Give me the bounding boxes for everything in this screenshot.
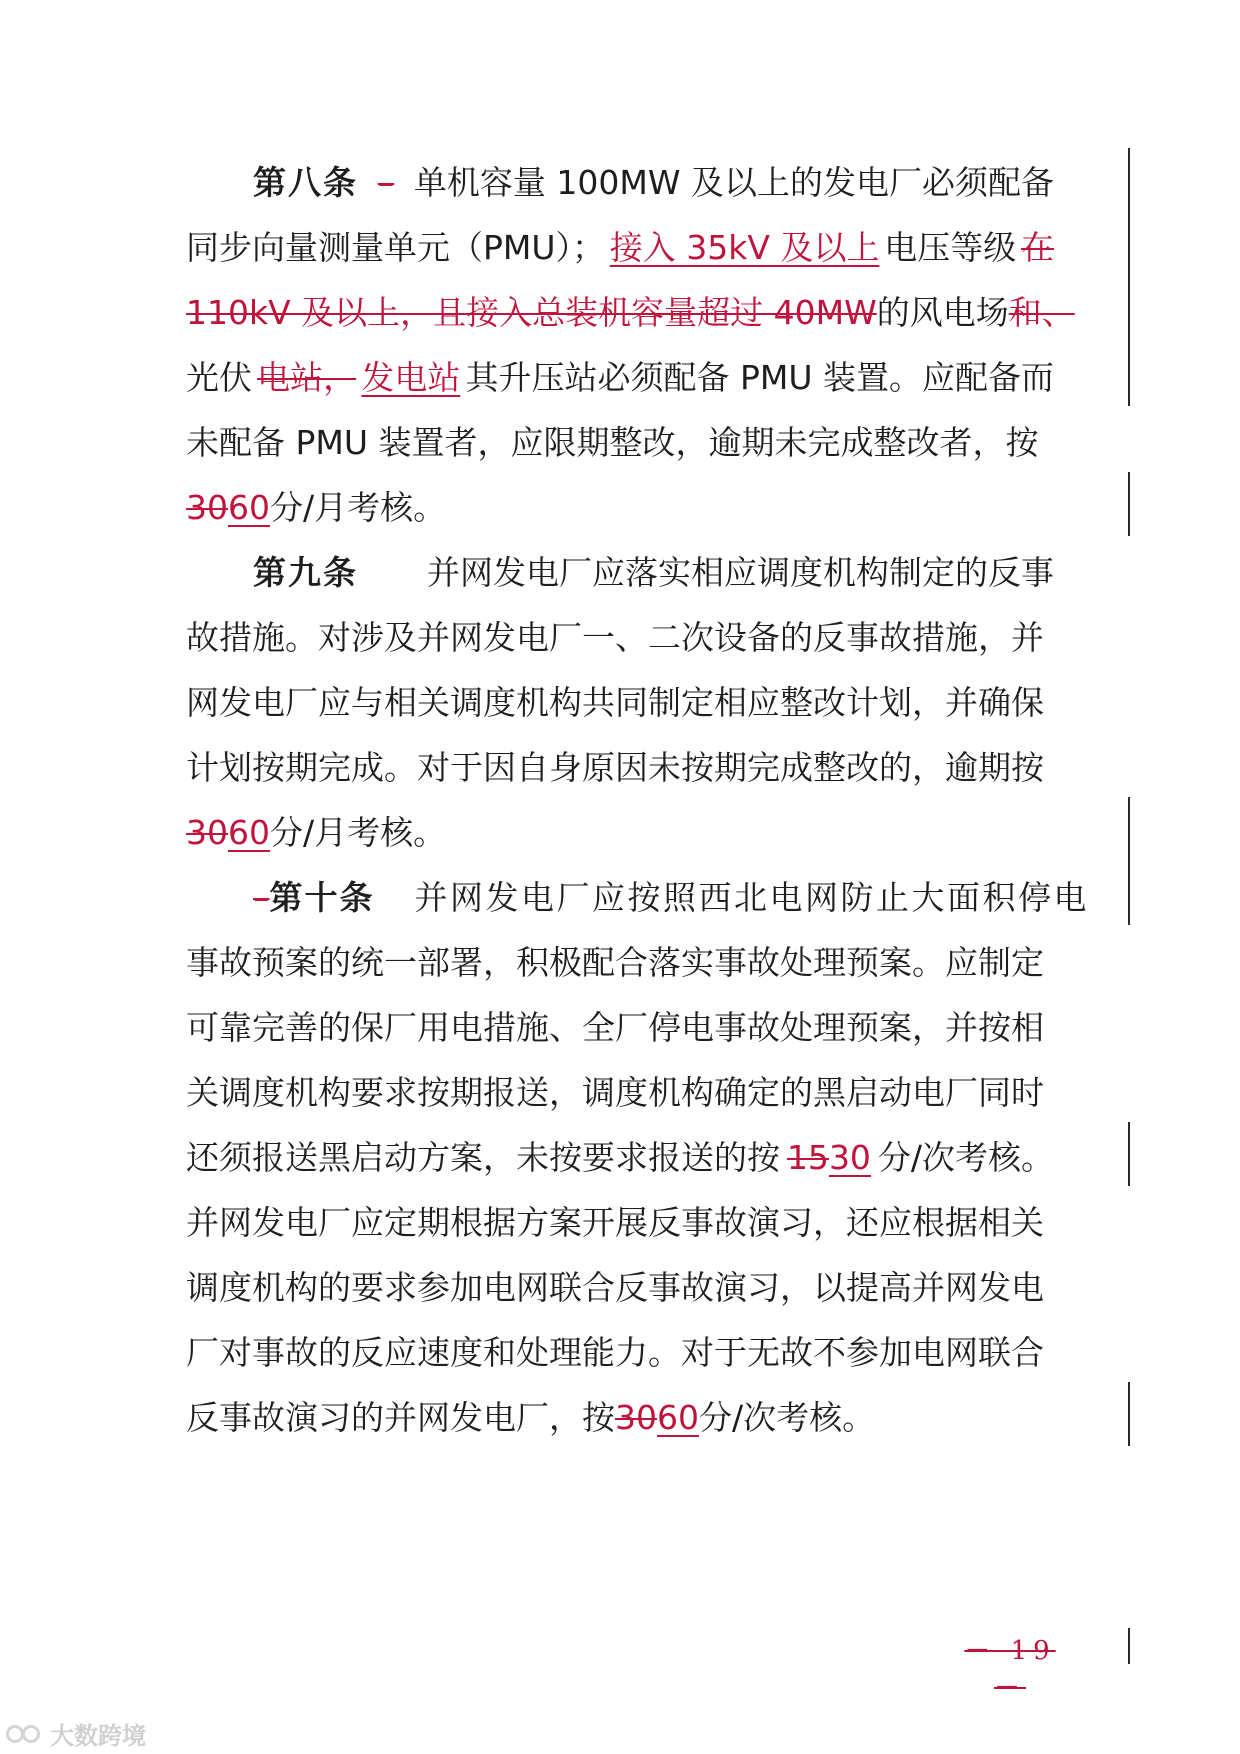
revision-change-bar [1128, 1628, 1130, 1664]
article9-line-1 [253, 543, 1054, 603]
article10-line-7: 调度机构的要求参加电网联合反事故演习，以提高并网发电 [186, 1268, 1044, 1307]
article9-line-3: 网发电厂应与相关调度机构共同制定相应整改计划，并确保 [186, 683, 1044, 722]
article10-line-5: 还须报送黑启动方案，未按要求报送的按 1530 分/次考核。 [186, 1128, 1054, 1188]
deleted-number: 30 [186, 813, 228, 852]
watermark-text: 大数跨境 [50, 1722, 146, 1750]
deleted-text: 110kV 及以上，且接入总装机容量超过 40MW [186, 293, 877, 332]
deleted-number: 15 [786, 1138, 829, 1177]
inserted-number: 60 [228, 488, 270, 527]
article10-line-1 [253, 868, 1089, 928]
watermark-logo-icon [4, 1721, 44, 1747]
article10-heading: 第十条 [269, 878, 375, 917]
revision-change-bar [1128, 1122, 1130, 1186]
revision-change-bar [1128, 148, 1130, 406]
article9-line-4: 计划按期完成。对于因自身原因未按期完成整改的，逾期按 [186, 748, 1044, 787]
inserted-number: 60 [657, 1398, 699, 1437]
inserted-text: 发电站 [361, 358, 461, 397]
page-number: － 19 － [964, 1636, 1056, 1703]
article8-line-5: 未配备 PMU 装置者，应限期整改，逾期未完成整改者，按 [186, 423, 1039, 462]
article9-heading: 第九条 [253, 553, 358, 592]
article8-line-1 [253, 153, 1054, 213]
article10-line-9: 反事故演习的并网发电厂，按 30 60 分/次考核。 [186, 1388, 1054, 1448]
deleted-mark: – [253, 878, 270, 917]
inserted-number: 60 [228, 813, 270, 852]
article8-text: 单机容量 100MW 及以上的发电厂必须配备 [413, 163, 1054, 202]
article10-line-4: 关调度机构要求按期报送，调度机构确定的黑启动电厂同时 [186, 1073, 1044, 1112]
article10-line-6: 并网发电厂应定期根据方案开展反事故演习，还应根据相关 [186, 1203, 1044, 1242]
inserted-text: 接入 35kV 及以上 [609, 228, 880, 267]
watermark [4, 1716, 146, 1751]
article10-text: 并网发电厂应按照西北电网防止大面积停电 [414, 878, 1089, 917]
article10-line-3: 可靠完善的保厂用电措施、全厂停电事故处理预案，并按相 [186, 1008, 1044, 1047]
revision-change-bar [1128, 1382, 1130, 1446]
article8-line-6: 30 60 分/月考核。 [186, 478, 1054, 538]
deleted-text: 和、 [1008, 293, 1075, 332]
deleted-mark: – [377, 163, 395, 202]
deleted-number: 30 [615, 1398, 657, 1437]
deleted-text: 电站， [257, 358, 357, 397]
article10-line-8: 厂对事故的反应速度和处理能力。对于无故不参加电网联合 [186, 1333, 1044, 1372]
deleted-number: 30 [186, 488, 228, 527]
article9-text: 并网发电厂应落实相应调度机构制定的反事 [427, 553, 1054, 592]
article10-line-2: 事故预案的统一部署，积极配合落实事故处理预案。应制定 [186, 943, 1044, 982]
revision-change-bar [1128, 797, 1130, 925]
deleted-text: 在 [1020, 228, 1054, 267]
article8-line-2: 同步向量测量单元（PMU）； 接入 35kV 及以上 电压等级 在 [186, 218, 1054, 278]
revision-change-bar [1128, 472, 1130, 536]
article8-line-3: 110kV 及以上，且接入总装机容量超过 40MW 的风电场 和、 [186, 283, 1054, 343]
article9-line-5: 30 60 分/月考核。 [186, 803, 1054, 863]
article9-line-2: 故措施。对涉及并网发电厂一、二次设备的反事故措施，并 [186, 618, 1044, 657]
article8-line-4: 光伏 电站， 发电站 其升压站必须配备 PMU 装置。应配备而 [186, 348, 1054, 408]
article8-heading: 第八条 [253, 163, 358, 202]
inserted-number: 30 [828, 1138, 871, 1177]
